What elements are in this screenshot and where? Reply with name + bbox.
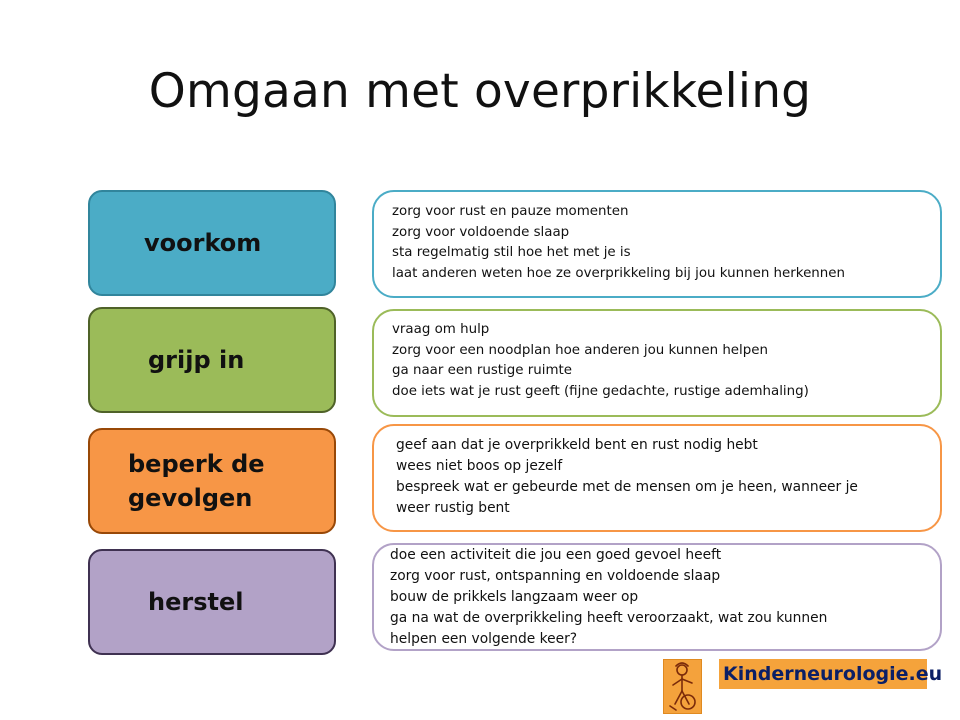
desc-herstel-line-2: zorg voor rust, ontspanning en voldoende slaap	[390, 568, 721, 584]
desc-beperk-line-4: weer rustig bent	[396, 500, 510, 516]
desc-grijp-in-line-4: doe iets wat je rust geeft (fijne gedachte, rustige ademhaling)	[392, 383, 809, 399]
page-title: Omgaan met overprikkeling	[148, 64, 812, 119]
logo-text: Kinderneurologie.eu	[719, 659, 927, 689]
label-voorkom-text: voorkom	[144, 229, 262, 257]
label-herstel	[88, 549, 336, 655]
desc-herstel	[372, 543, 942, 651]
desc-voorkom-line-4: laat anderen weten hoe ze overprikkeling bij jou kunnen herkennen	[392, 265, 846, 281]
label-beperk-de-gevolgen	[88, 428, 336, 534]
desc-voorkom-line-2: zorg voor voldoende slaap	[392, 224, 570, 240]
child-figure-icon-svg	[664, 660, 701, 713]
desc-grijp-in-line-2: zorg voor een noodplan hoe anderen jou kunnen helpen	[392, 342, 768, 358]
label-beperk-line-2: gevolgen	[128, 484, 253, 512]
desc-beperk-line-3: bespreek wat er gebeurde met de mensen om je heen, wanneer je	[396, 479, 858, 495]
label-grijp-in	[88, 307, 336, 413]
desc-voorkom-line-1: zorg voor rust en pauze momenten	[392, 204, 629, 219]
desc-voorkom	[372, 190, 942, 298]
label-herstel-text: herstel	[148, 588, 244, 616]
desc-grijp-in	[372, 309, 942, 417]
child-figure-icon	[663, 659, 702, 714]
label-grijp-in-text: grijp in	[148, 346, 245, 374]
label-voorkom	[88, 190, 336, 296]
label-beperk-de-gevolgen-text	[128, 447, 265, 515]
desc-voorkom-line-3: sta regelmatig stil hoe het met je is	[392, 245, 631, 260]
desc-beperk-de-gevolgen	[372, 424, 942, 532]
desc-grijp-in-line-3: ga naar een rustige ruimte	[392, 363, 573, 378]
desc-beperk-line-2: wees niet boos op jezelf	[396, 458, 563, 474]
desc-grijp-in-line-1: vraag om hulp	[392, 322, 490, 337]
desc-herstel-line-4: ga na wat de overprikkeling heeft veroorzaakt, wat zou kunnen	[390, 610, 828, 626]
desc-herstel-line-5: helpen een volgende keer?	[390, 631, 578, 647]
label-beperk-line-1: beperk de	[128, 450, 265, 478]
desc-herstel-line-3: bouw de prikkels langzaam weer op	[390, 589, 639, 605]
desc-beperk-line-1: geef aan dat je overprikkeld bent en rust nodig hebt	[396, 437, 758, 453]
desc-herstel-line-1: doe een activiteit die jou een goed gevoel heeft	[390, 547, 722, 563]
